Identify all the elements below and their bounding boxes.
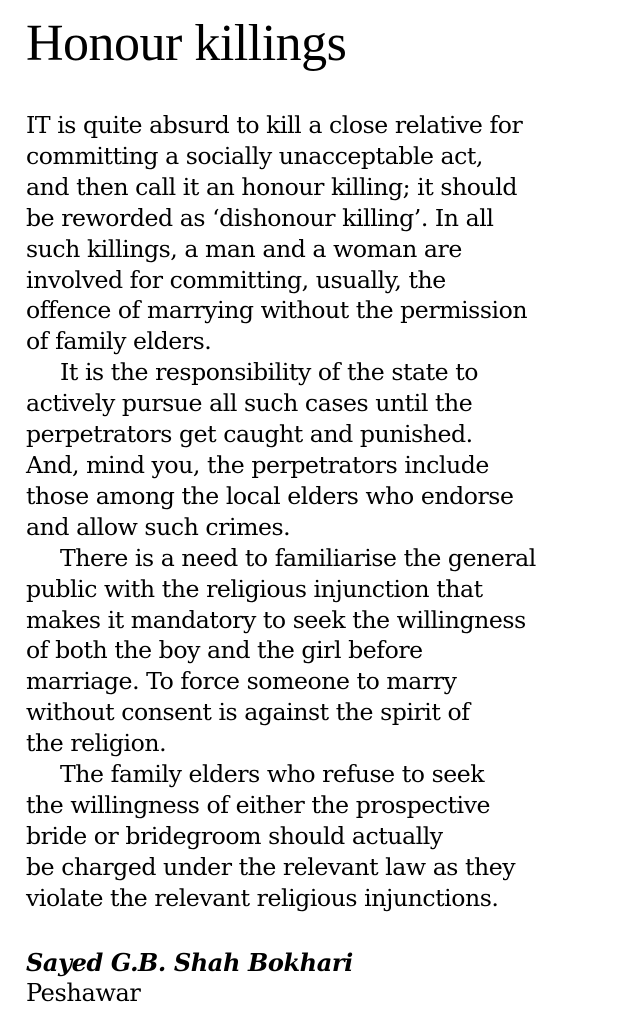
letter-body [26, 110, 624, 914]
text-line: be charged under the relevant law as they [26, 852, 516, 881]
text-line: makes it mandatory to seek the willingness [26, 605, 526, 634]
text-line: The family elders who refuse to seek [60, 760, 485, 789]
signoff [26, 948, 624, 1008]
text-line: and allow such crimes. [26, 512, 291, 541]
text-line: and then call it an honour killing; it should [26, 172, 517, 201]
text-line: IT is quite absurd to kill a close relative for [26, 111, 523, 139]
paragraph-4 [26, 759, 624, 914]
text-line: such killings, a man and a woman are [26, 234, 462, 263]
author-location: Peshawar [26, 978, 141, 1007]
paragraph-1 [26, 110, 624, 357]
text-line: There is a need to familiarise the general [60, 543, 536, 572]
text-line: bride or bridegroom should actually [26, 821, 443, 850]
text-line: be reworded as ‘dishonour killing’. In all [26, 203, 494, 232]
paragraph-3 [26, 543, 624, 759]
text-line: the willingness of either the prospective [26, 790, 491, 819]
text-line: perpetrators get caught and punished. [26, 420, 473, 449]
text-line: It is the responsibility of the state to [60, 358, 479, 387]
text-line: involved for committing, usually, the [26, 265, 446, 294]
text-line: committing a socially unacceptable act, [26, 141, 483, 170]
text-line: actively pursue all such cases until the [26, 389, 473, 418]
text-line: without consent is against the spirit of [26, 698, 470, 727]
text-line: public with the religious injunction that [26, 574, 483, 603]
text-line: marriage. To force someone to marry [26, 667, 457, 696]
text-line: violate the relevant religious injunctions. [26, 883, 499, 912]
paragraph-2 [26, 357, 624, 542]
text-line: offence of marrying without the permission [26, 296, 528, 325]
author-name: Sayed G.B. Shah Bokhari [26, 947, 353, 977]
headline: Honour killings [26, 15, 347, 72]
text-line: And, mind you, the perpetrators include [26, 450, 489, 479]
text-line: of family elders. [26, 327, 212, 356]
text-line: of both the boy and the girl before [26, 636, 423, 665]
text-line: the religion. [26, 729, 167, 758]
text-line: those among the local elders who endorse [26, 481, 514, 510]
